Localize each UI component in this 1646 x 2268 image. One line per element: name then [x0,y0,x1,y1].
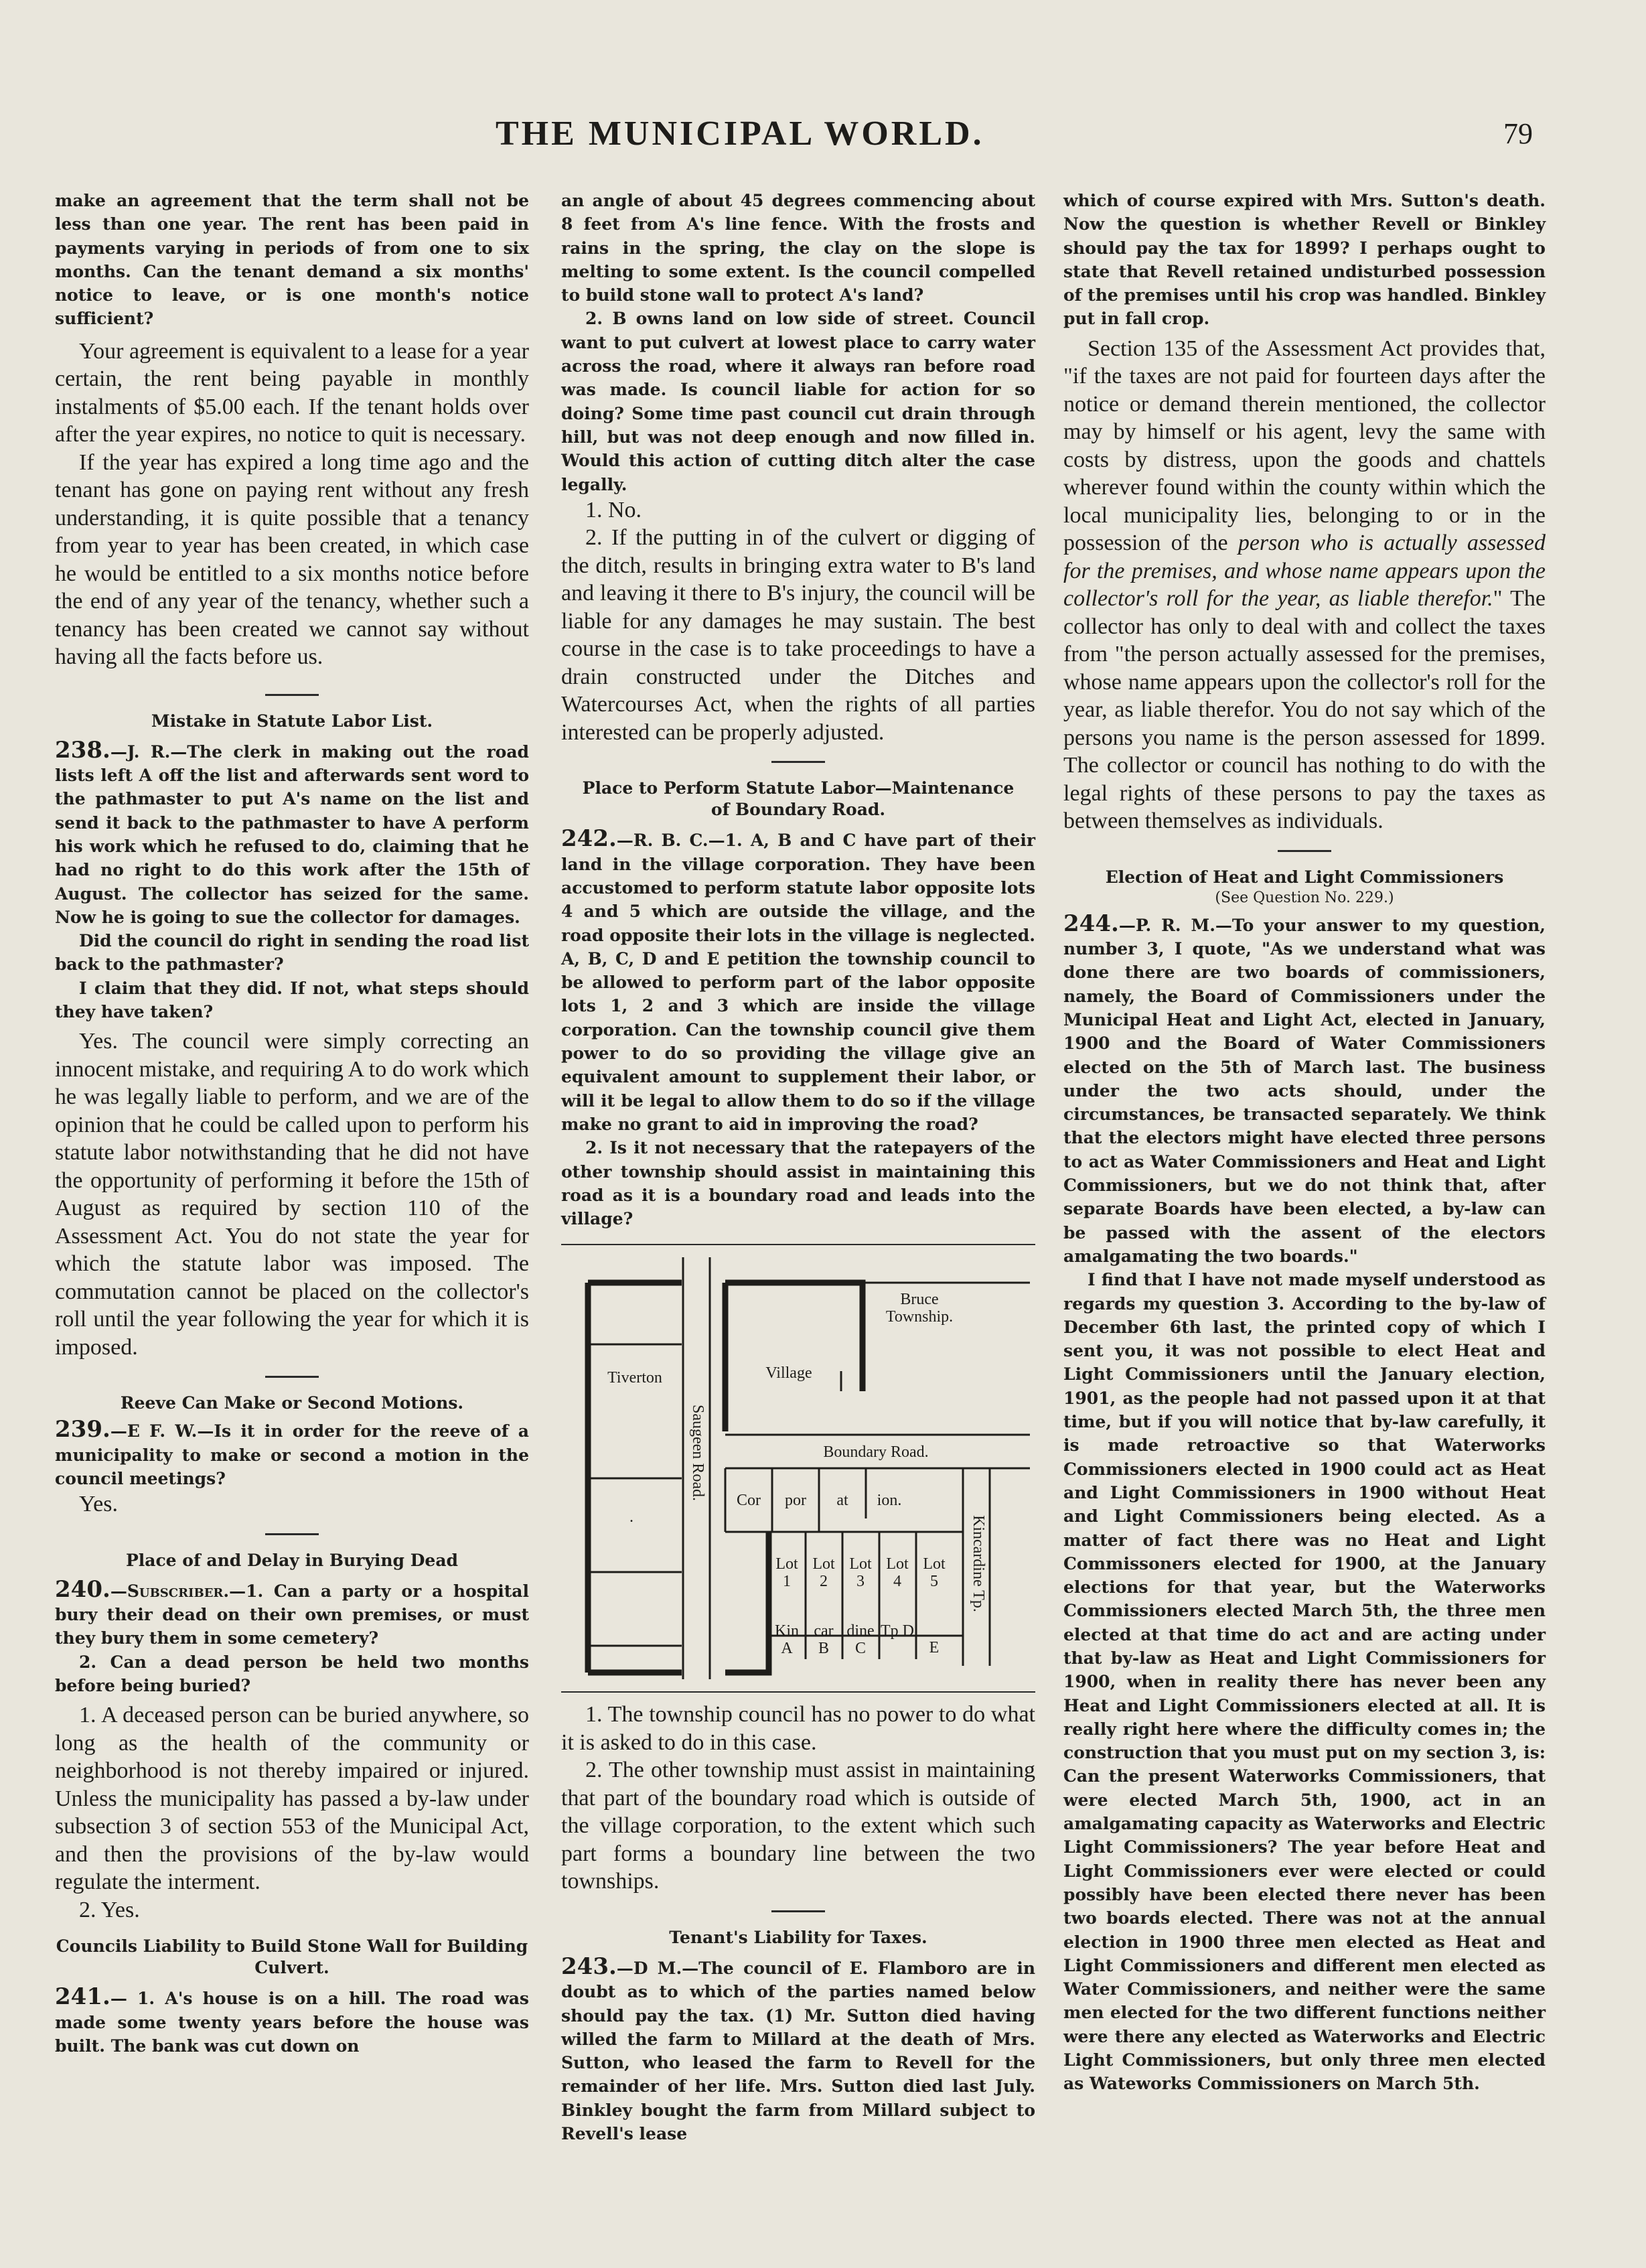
section-divider [265,1533,319,1535]
answer-text: 1. A deceased person can be buried anywhere, so long as the health of the community or neighborhood is not thereby impaired or injured. Unless the municipality has passed a by-law under subsection 3 of section 553 of the Municipal Act, and then the provisions of the by-law would regulate the interment. [55,1703,529,1895]
section-heading: Mistake in Statute Labor List. [151,711,433,731]
section-divider [771,761,825,763]
question-number: 240. [55,1575,110,1603]
label-kincardine-e: E [929,1639,940,1657]
section-heading: Place of and Delay in Burying Dead [125,1550,459,1570]
answer-text: 1. No. [585,497,642,522]
label-kincardine-a: Kin A [775,1622,799,1658]
answer-text: If the year has expired a long time ago and the tenant has gone on paying rent without any fresh understanding, it is quite possible that a tenancy from year to year has been created, in which case he would be entitled to a six months notice before the end of any year of the tenancy, whether such a tenancy has been created we cannot say without having all the facts before us. [55,449,529,670]
label-corporation-2: por [785,1492,806,1510]
label-corporation-3: at [836,1492,848,1510]
section-divider [1278,850,1331,852]
answer-text: Yes. [79,1492,118,1517]
label-lot-1: Lot 1 [775,1555,798,1591]
label-kincardine-d: Tp D [881,1622,914,1640]
section-divider [265,694,319,696]
question-number: 239. [55,1416,110,1443]
question-text: I find that I have not made myself understood as regards my question 3. According to the by-law of December 6th last, the printed copy of which I sent you, it was not possible to elect Heat and Light Commissioners until the January election, 1901, as the people had not passed upon it at that time, but if you will notice that by-law carefully, it is made retroactive so that Waterworks Commissioners elected in 1900 could act as Heat and Light Commissioners in 1900 without Heat and Light Commissioners being elected. As a matter of fact there was no Heat and Light Commissoners elected for 1900, at the January elections for that year, but the Waterworks Commissioners elected March 5th, the three men elected at that time do act and are acting under that by-law as Heat and Light Commissioners for 1900, when in reality there has never been any Heat and Light Commissioners elected at all. It is really right here where the difficulty comes in; the construction that you must put on my section 3, is: Can the present Waterworks Commissioners, that were elected March 5th, 1900, act in an amalgamating capacity as Waterworks and Electric Light Commissioners? The year before Heat and Light Commissioners ever were elected or could possibly have been elected there never has been two boards elected. There was not at the annual election in 1900 three men elected as Heat and Light Commissioners and different men elected as Water Commissioners, and neither were the same men elected for the two different functions neither were there any elected as Waterworks and Electric Light Commissioners, but only three men elected as Wateworks Commissioners on March 5th. [1063,1270,1546,2094]
label-bruce-township: Bruce Township. [885,1291,954,1326]
section-heading: Place to Perform Statute Labor—Maintenance of Boundary Road. [582,778,1015,820]
label-kincardine-c: dine C [846,1622,875,1658]
label-kincardine-tp: Kincardine Tp. [970,1515,987,1613]
answer-text: Yes. The council were simply correcting an innocent mistake, and requiring A to do work which he was legally liable to perform, and we are of the opinion that he could be called upon to perform his statute labor notwithstanding that he did not have the opportunity of performing it before the 15th of August as required by section 110 of the Assessment Act. You do not state the year for which the statute labor was imposed. The commutation cannot be placed on the collector's roll until the year following the year for which it is imposed. [55,1029,529,1360]
answer-text: 2. Yes. [79,1897,140,1922]
question-number: 241. [55,1983,110,2011]
section-divider [771,1910,825,1912]
question-text: 239.—E F. W.—Is it in order for the reeve of a municipality to make or second a motion in the council meetings? [55,1416,529,1488]
question-text: 238.—J. R.—The clerk in making out the road lists left A off the list and afterwards sent word to the pathmaster to put A's name on the list and send it back to the pathmaster to have A perform his work which he refused to do, claiming that he had no right to do this work after the 15th of August. The collector has seized for the same. Now he is going to sue the collector for damages. [55,736,529,927]
section-heading: Tenant's Liability for Taxes. [669,1927,927,1947]
label-lot-4: Lot 4 [886,1555,909,1591]
question-number: 238. [55,736,110,764]
label-tiverton: Tiverton [607,1369,662,1387]
page-header [0,114,1646,167]
section-subheading: (See Question No. 229.) [1215,889,1394,906]
label-saugeen-road: Saugeen Road. [689,1405,706,1502]
question-text: 2. Is it not necessary that the ratepayers of the other township should assist in maintaining this road as it is a boundary road and leads into the village? [561,1138,1035,1229]
question-text: 2. Can a dead person be held two months before being buried? [55,1652,529,1695]
column-2 [561,189,1035,2145]
publication-title: THE MUNICIPAL WORLD. [496,115,984,153]
label-lot-5: Lot 5 [923,1555,946,1591]
question-text: make an agreement that the term shall not be less than one year. The rent has been paid in payments varying in periods of from one to six months. Can the tenant demand a six months' notice to leave, or is one month's notice sufficient? [55,191,529,329]
answer-text: 1. The township council has no power to do what it is asked to do in this case. [561,1702,1035,1755]
label-lot-3: Lot 3 [849,1555,872,1591]
question-text: 240.—Subscriber.—1. Can a party or a hospital bury their dead on their own premises, or must they bury them in some cemetery? [55,1575,529,1648]
label-boundary-road: Boundary Road. [823,1443,929,1462]
page-number: 79 [1503,117,1533,150]
map-lines [561,1251,1035,1686]
section-heading: Councils Liability to Build Stone Wall for Building Culvert. [56,1936,528,1978]
italic-quote: person who is actually assessed for the premises, and whose name appears upon the collector's roll for the year, as liable therefor. [1063,530,1546,612]
question-number: 242. [561,825,617,853]
question-text: Did the council do right in sending the road list back to the pathmaster? [55,931,529,975]
question-text: which of course expired with Mrs. Sutton's death. Now the question is whether Revell or Binkley should pay the tax for 1899? I perhaps ought to state that Revell retained undisturbed possession of the premises until his crop was handled. Binkley put in fall crop. [1063,191,1546,329]
column-1 [55,189,529,2058]
label-dot: . [629,1508,633,1527]
answer-text: 2. If the putting in of the culvert or digging of the ditch, results in bringing extra water to B's land and leaving it there to B's injury, the council will be liable for any damages he may sustain. The best course in the case is to take proceedings to have a drain constructed under the Ditches and Watercourses Act, when the rights of all parties interested can be properly adjusted. [561,525,1035,745]
label-kincardine-b: car B [814,1622,834,1658]
question-text: 241.— 1. A's house is on a hill. The road was made some twenty years before the house was built. The bank was cut down on [55,1983,529,2056]
question-text: I claim that they did. If not, what steps should they have taken? [55,978,529,1022]
boundary-road-map [561,1251,1035,1686]
column-3 [1063,189,1546,2096]
label-corporation-4: ion. [877,1492,902,1510]
answer-text: Your agreement is equivalent to a lease for a year certain, the rent being payable in monthly instalments of $5.00 each. If the tenant holds over after the year expires, no notice to quit is necessary. [55,338,529,447]
question-text: 242.—R. B. C.—1. A, B and C have part of their land in the village corporation. They have been accustomed to perform statute labor opposite lots 4 and 5 which are outside the village, and the road opposite their lots in the village is neglected. A, B, C, D and E petition the township council to be allowed to perform part of the labor opposite lots 1, 2 and 3 which are inside the village corporation. Can the township council give them power to do so providing the village give an equivalent amount to supplement their labor, or will it be legal to allow them to do so if the village make no grant to aid in improving the road? [561,825,1035,1134]
answer-text: 2. The other township must assist in maintaining that part of the boundary road which is outside of the village corporation, to the extent which such part forms a boundary line between the two townships. [561,1758,1035,1894]
question-number: 243. [561,1953,617,1980]
question-text: 244.—P. R. M.—To your answer to my question, number 3, I quote, "As we understand what was done there are two boards of commissioners, namely, the Board of Commissioners under the Municipal Heat and Light Act, elected in January, 1900 and the Board of Water Commissioners elected on the 5th of March last. The business under the two acts should, under the circumstances, be transacted separately. We think that the electors might have elected three persons to act as Water Commissioners and Heat and Light Commissioners, but we do not think that, after separate Boards have been elected, a by-law can be passed with the assent of the electors amalgamating the two boards." [1063,910,1546,1266]
label-village: Village [765,1364,812,1383]
question-number: 244. [1063,910,1119,937]
answer-text: Section 135 of the Assessment Act provides that, "if the taxes are not paid for fourteen days after the notice or demand therein mentioned, the collector may by himself or his agent, levy the same with costs by distress, upon the goods and chattels wherever found within the county within which the local municipality lies, belonging to or in the possession of the person who is actually assessed for the premises, and whose name appears upon the collector's roll for the year, as liable therefor." The collector has only to deal with and collect the taxes from "the person actually assessed for the premises, whose name appears upon the collector's roll for the year, as liable therefor. You do not say which of the persons you name is the person assessed for 1899. The collector or council has nothing to do with the legal rights of these persons to pay the taxes as between themselves as individuals. [1063,336,1546,834]
label-lot-2: Lot 2 [812,1555,835,1591]
question-text: 2. B owns land on low side of street. Council want to put culvert at lowest place to carry water across the road, where it always ran before road was made. Is council liable for action for so doing? Some time past council cut drain through hill, but was not deep enough and now filled in. Would this action of cutting ditch alter the case legally. [561,309,1035,494]
figure-top-rule [561,1244,1035,1245]
figure-bottom-rule [561,1691,1035,1693]
question-text: 243.—D M.—The council of E. Flamboro are in doubt as to which of the parties named below should pay the tax. (1) Mr. Sutton died having willed the farm to Millard at the death of Mrs. Sutton, who leased the farm to Revell for the remainder of her life. Mrs. Sutton died last July. Binkley bought the farm from Millard subject to Revell's lease [561,1953,1035,2143]
section-divider [265,1376,319,1378]
label-corporation-1: Cor [737,1492,761,1510]
question-text: an angle of about 45 degrees commencing about 8 feet from A's line fence. With the frosts and rains in the spring, the clay on the slope is melting to some extent. Is the council compelled to build stone wall to protect A's land? [561,191,1035,305]
section-heading: Reeve Can Make or Second Motions. [120,1393,464,1413]
section-heading: Election of Heat and Light Commissioners [1105,867,1504,887]
